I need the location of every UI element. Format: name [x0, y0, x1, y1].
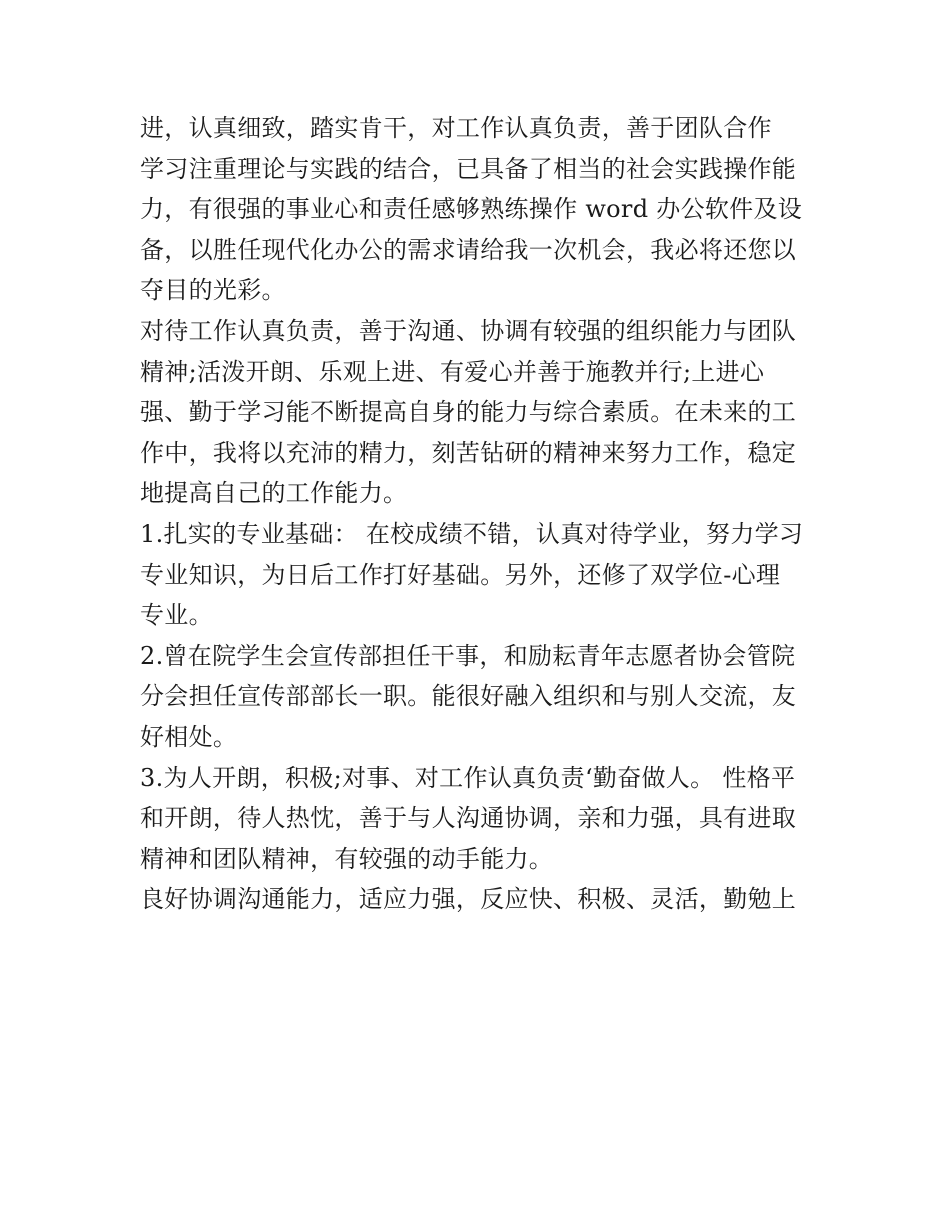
- text-line: 进，认真细致，踏实肯干，对工作认真负责，善于团队合作: [140, 114, 772, 142]
- text-line: 2.曾在院学生会宣传部担任干事，和励耘青年志愿者协会管院: [140, 641, 796, 670]
- text-line: 精神和团队精神，有较强的动手能力。: [140, 844, 554, 873]
- paragraph: [140, 758, 830, 880]
- text-line: 专业知识，为日后工作打好基础。另外，还修了双学位-心理: [140, 560, 781, 589]
- text-line: 力，有很强的事业心和责任感够熟练操作 word 办公软件及设: [140, 195, 803, 224]
- text-line: 良好协调沟通能力，适应力强，反应快、积极、灵活，勤勉上: [140, 885, 797, 914]
- text-line: 3.为人开朗，积极;对事、对工作认真负责‘勤奋做人。 性格平: [140, 763, 796, 792]
- text-line: 备，以胜任现代化办公的需求请给我一次机会，我必将还您以: [140, 235, 797, 264]
- text-line: 分会担任宣传部部长一职。能很好融入组织和与别人交流，友: [140, 682, 797, 711]
- text-line: 1.扎实的专业基础： 在校成绩不错，认真对待学业，努力学习: [140, 519, 804, 548]
- text-line: 和开朗，待人热忱，善于与人沟通协调，亲和力强，具有进取: [140, 804, 797, 833]
- text-line: 夺目的光彩。: [140, 276, 286, 305]
- text-line: 作中，我将以充沛的精力，刻苦钻研的精神来努力工作，稳定: [140, 438, 797, 467]
- text-line: 学习注重理论与实践的结合，已具备了相当的社会实践操作能: [140, 154, 797, 183]
- paragraph: [140, 311, 830, 514]
- text-line: 地提高自己的工作能力。: [140, 479, 408, 508]
- text-line: 对待工作认真负责，善于沟通、协调有较强的组织能力与团队: [140, 316, 797, 345]
- paragraph: [140, 514, 830, 636]
- text-line: 精神;活泼开朗、乐观上进、有爱心并善于施教并行;上进心: [140, 357, 765, 386]
- text-line: 专业。: [140, 601, 213, 630]
- paragraph: [140, 636, 830, 758]
- text-line: 好相处。: [140, 722, 238, 751]
- paragraph: [140, 108, 830, 311]
- paragraph: [140, 879, 830, 920]
- text-line: 强、勤于学习能不断提高自身的能力与综合素质。在未来的工: [140, 398, 797, 427]
- document-body: [140, 108, 830, 920]
